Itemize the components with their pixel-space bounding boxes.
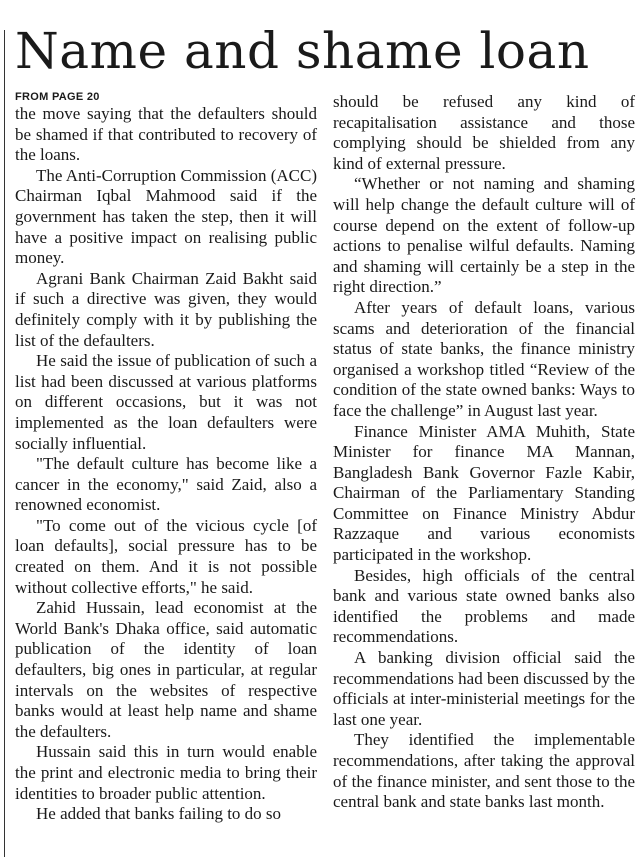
article-column-right [333, 92, 635, 813]
kicker-from-page: FROM PAGE 20 [15, 91, 100, 103]
paragraph: After years of default loans, various scams and deterioration of the financial status of state banks, the finance ministry organised a workshop titled “Review of the condition of the state owned banks: Ways to face the challenge” in August last year. [333, 297, 635, 420]
paragraph: "To come out of the vicious cycle [of loan defaults], social pressure has to be created on them. And it is not possible without collective efforts," he said. [15, 515, 317, 597]
paragraph: He said the issue of publication of such a list had been discussed at various platforms on different occasions, but it was not implemented as the loan defaulters were socially influential. [15, 351, 317, 453]
paragraph: Hussain said this in turn would enable the print and electronic media to bring their identities to broader public attention. [15, 742, 317, 803]
paragraph: Besides, high officials of the central bank and various state owned banks also identified the problems and made recommendations. [333, 565, 635, 647]
paragraph: Zahid Hussain, lead economist at the World Bank's Dhaka office, said automatic publication of the identity of loan defaulters, big ones in particular, at regular intervals on the websites of respective banks would at least help name and shame the defaulters. [15, 598, 317, 741]
paragraph: They identified the implementable recommendations, after taking the approval of the finance minister, and sent those to the central bank and state banks last month. [333, 730, 635, 812]
paragraph: Finance Minister AMA Muhith, State Minister for finance MA Mannan, Bangladesh Bank Governor Fazle Kabir, Chairman of the Parliamentary Standing Committee on Finance Ministry Abdur Razzaque and various economists participated in the workshop. [333, 421, 635, 565]
headline: Name and shame loan [15, 22, 590, 80]
paragraph: The Anti-Corruption Commission (ACC) Chairman Iqbal Mahmood said if the government has taken the step, then it will have a positive impact on realising public money. [15, 165, 317, 268]
paragraph: "The default culture has become like a cancer in the economy," said Zaid, also a renowned economist. [15, 454, 317, 515]
column-rule [4, 30, 5, 857]
article-column-left [15, 90, 317, 825]
paragraph: “Whether or not naming and shaming will help change the default culture will of course depend on the extent of follow-up actions to penalise wilful defaults. Naming and shaming will certainly be a step in the right direction.” [333, 174, 635, 297]
paragraph: Agrani Bank Chairman Zaid Bakht said if such a directive was given, they would definitely comply with it by publishing the list of the defaulters. [15, 268, 317, 350]
paragraph: He added that banks failing to do so [36, 804, 282, 824]
paragraph: the move saying that the defaulters should be shamed if that contributed to recovery of the loans. [15, 104, 317, 165]
paragraph: A banking division official said the recommendations had been discussed by the officials at inter-ministerial meetings for the last one year. [333, 648, 635, 729]
paragraph: should be refused any kind of recapitalisation assistance and those complying should be shielded from any kind of external pressure. [333, 92, 635, 173]
